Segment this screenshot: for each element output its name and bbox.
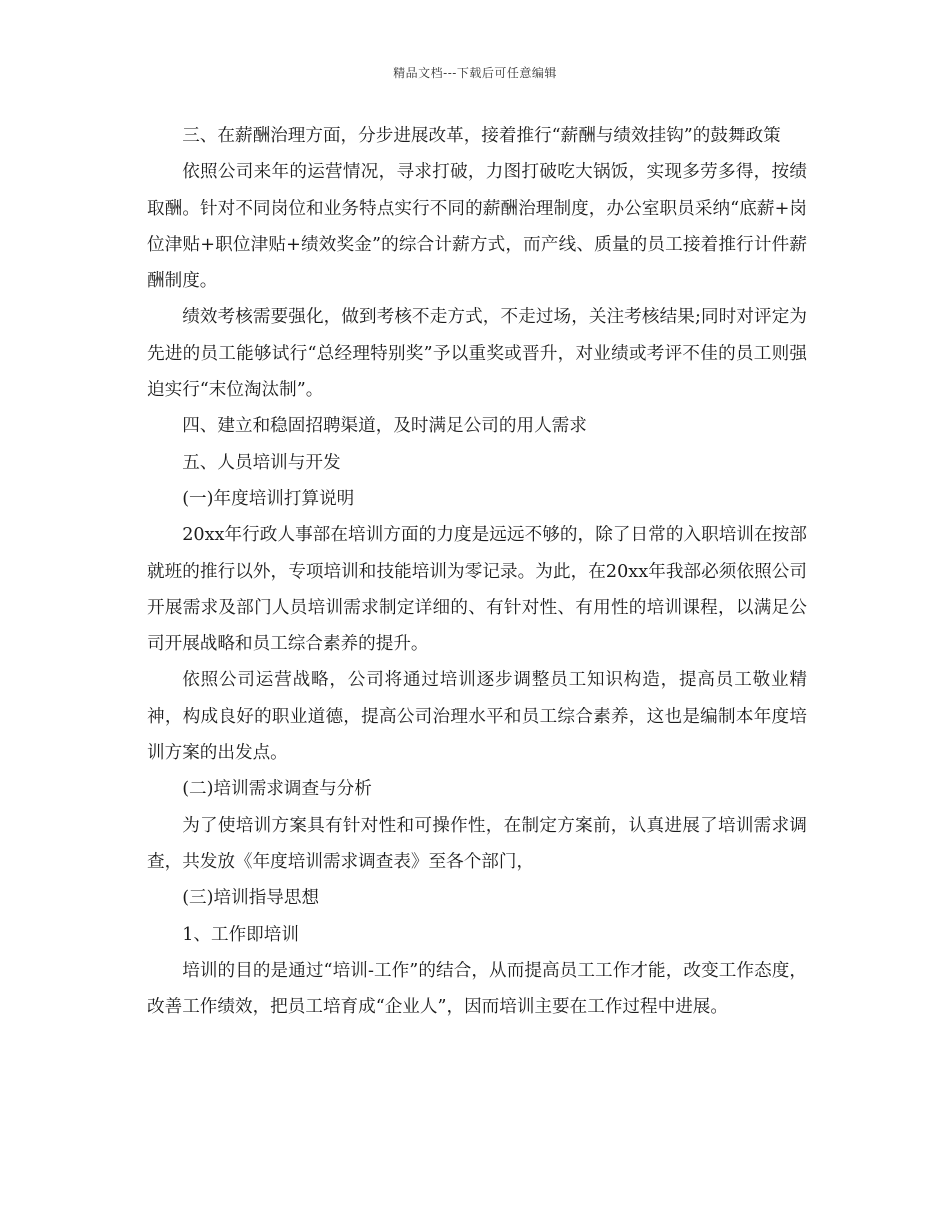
paragraph-needs-heading: (二)培训需求调查与分析 — [182, 779, 372, 800]
paragraph-work-is-training: 1、工作即培训 — [182, 924, 299, 945]
paragraph-recruitment-heading: 四、建立和稳固招聘渠道，及时满足公司的用人需求 — [182, 416, 587, 437]
paragraph-salary-heading: 三、在薪酬治理方面，分步进展改革，接着推行“薪酬与绩效挂钩”的鼓舞政策 — [182, 126, 781, 146]
paragraph-strategy: 依照公司运营战略，公司将通过培训逐步调整员工知识构造，提高员工敬业精神，构成良好的职业道德，提高公司治理水平和员工综合素养，这也是编制本年度培训方案的出发点。 — [147, 670, 807, 764]
paragraph-training-purpose: 培训的目的是通过“培训-工作”的结合，从而提高员工工作才能，改变工作态度，改善工作绩效，把员工培育成“企业人”，因而培训主要在工作过程中进展。 — [147, 960, 807, 1018]
paragraph-performance: 绩效考核需要强化，做到考核不走方式，不走过场，关注考核结果;同时对评定为先进的员工能够试行“总经理特别奖”予以重奖或晋升，对业绩或考评不佳的员工则强迫实行“末位淘汰制”。 — [147, 307, 807, 401]
paragraph-annual-plan: 20xx年行政人事部在培训方面的力度是远远不够的，除了日常的入职培训在按部就班的推行以外，专项培训和技能培训为零记录。为此，在20xx年我部必须依照公司开展需求及部门人员培训需求制定详细的、有针对性、有用性的培训课程，以满足公司开展战略和员工综合素养的提升。 — [147, 525, 807, 655]
paragraph-needs-survey: 为了使培训方案具有针对性和可操作性，在制定方案前，认真进展了培训需求调查，共发放《年度培训需求调查表》至各个部门， — [147, 815, 807, 872]
document-body — [147, 118, 807, 1025]
paragraph-training-heading: 五、人员培训与开发 — [182, 452, 341, 473]
paragraph-annual-plan-heading: (一)年度培训打算说明 — [182, 488, 355, 509]
paragraph-salary-method: 依照公司来年的运营情况，寻求打破，力图打破吃大锅饭，实现多劳多得，按绩取酬。针对不同岗位和业务特点实行不同的薪酬治理制度，办公室职员采纳“底薪+岗位津贴+职位津贴+绩效奖金”的综合计薪方式，而产线、质量的员工接着推行计件薪酬制度。 — [147, 162, 807, 292]
paragraph-guidance-heading: (三)培训指导思想 — [182, 888, 320, 909]
page-header: 精品文档---下载后可任意编辑 — [393, 66, 557, 80]
